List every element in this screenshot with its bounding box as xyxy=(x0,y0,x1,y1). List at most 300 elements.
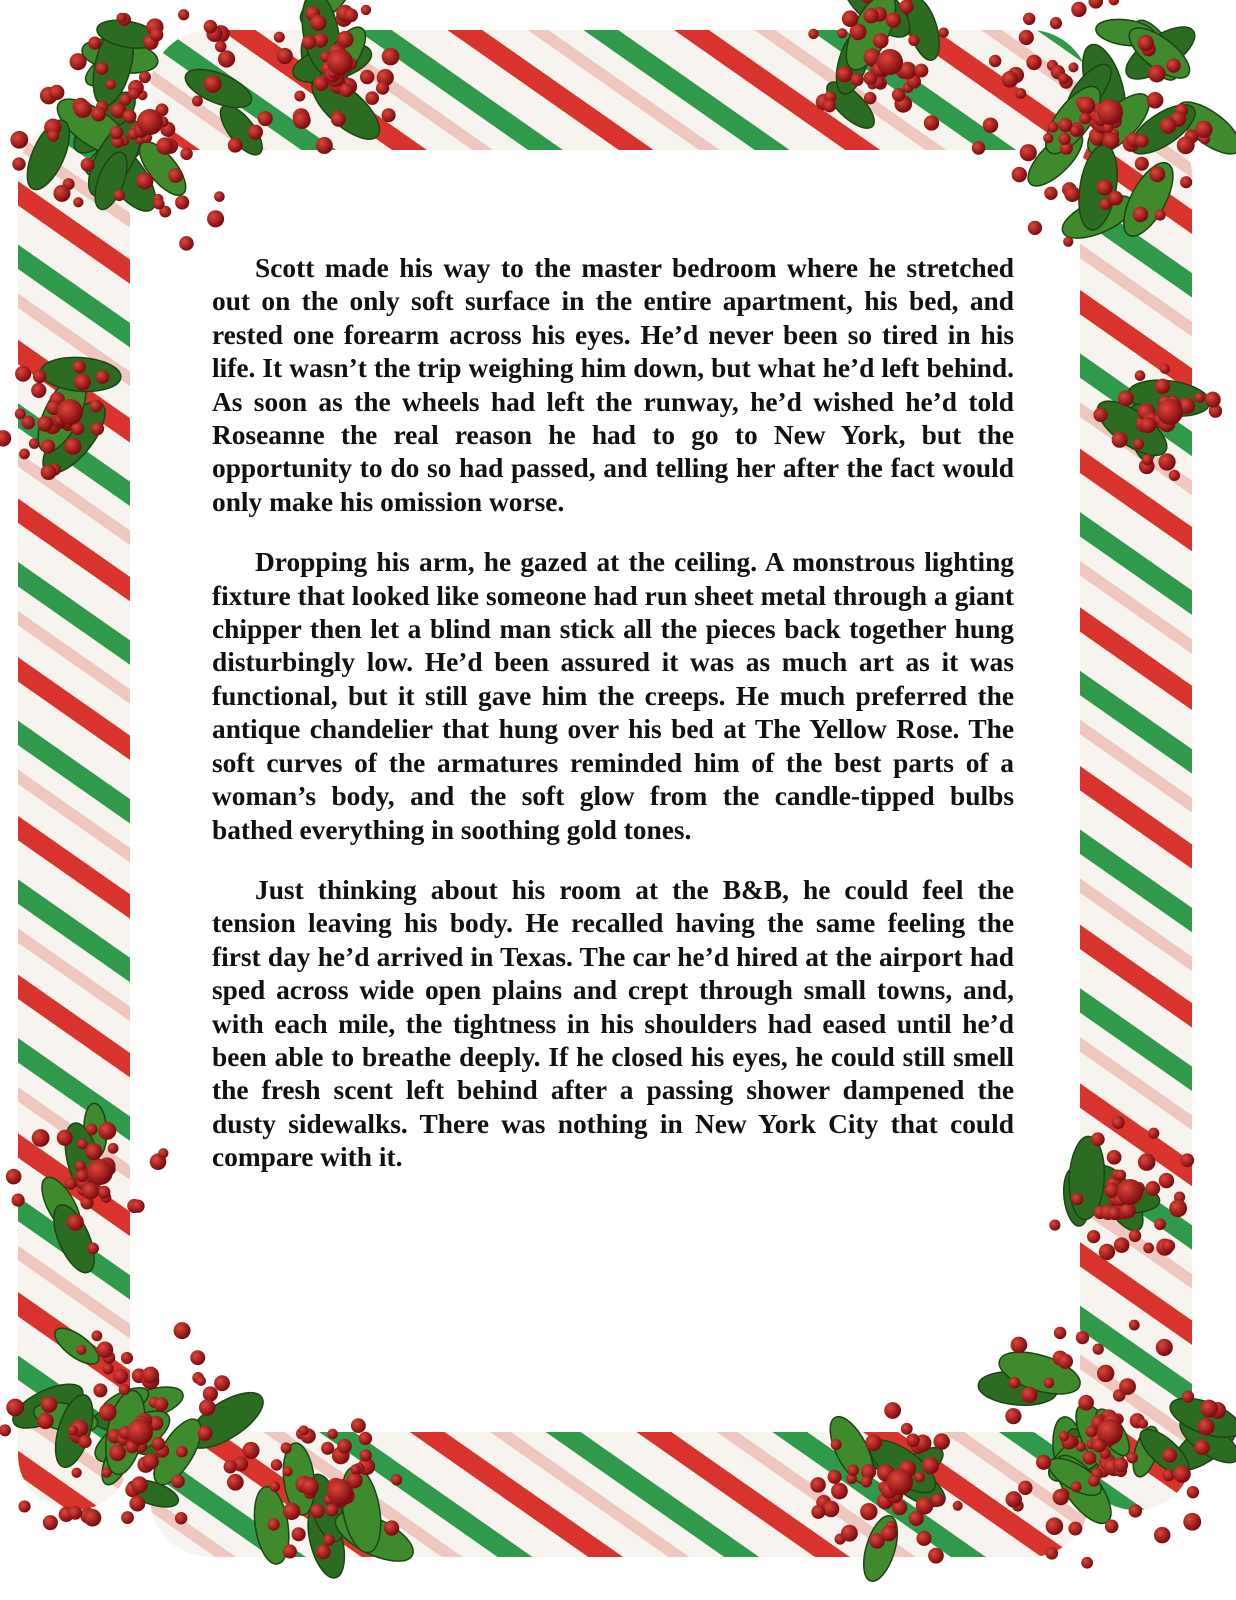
berry xyxy=(828,1470,842,1484)
berry xyxy=(1105,1520,1119,1534)
berry xyxy=(337,1439,352,1454)
berry xyxy=(281,1442,292,1453)
berry xyxy=(302,35,316,49)
berry xyxy=(128,88,140,100)
berry xyxy=(331,112,346,127)
berry xyxy=(1100,198,1112,210)
berry xyxy=(1054,1327,1066,1339)
berry xyxy=(98,1186,111,1199)
berry xyxy=(1070,125,1081,136)
berry xyxy=(1046,1517,1064,1535)
berry xyxy=(1154,1527,1171,1544)
berry xyxy=(1019,30,1034,45)
berry xyxy=(1068,1522,1082,1536)
berry xyxy=(207,210,224,227)
berry xyxy=(37,1413,54,1430)
berry xyxy=(180,148,193,161)
berry xyxy=(865,1434,882,1451)
berry xyxy=(283,1466,293,1476)
berry xyxy=(204,20,218,34)
berry xyxy=(916,1531,931,1546)
berry xyxy=(382,108,396,122)
berry xyxy=(41,1396,58,1413)
berry xyxy=(1187,1486,1199,1498)
berry xyxy=(351,1418,366,1433)
berry xyxy=(881,1525,897,1541)
berry xyxy=(1049,1220,1060,1231)
berry xyxy=(71,1468,81,1478)
berry xyxy=(847,1464,859,1476)
berry xyxy=(10,131,28,149)
berry xyxy=(1177,136,1195,154)
berry xyxy=(1058,73,1069,84)
berry xyxy=(1159,1173,1174,1188)
berry xyxy=(218,50,235,67)
berry xyxy=(129,1496,145,1512)
berry xyxy=(1046,1547,1059,1560)
berry xyxy=(131,1199,144,1212)
berry xyxy=(96,62,109,75)
berry xyxy=(1148,1128,1159,1139)
berry xyxy=(271,1459,283,1471)
berry xyxy=(811,1505,825,1519)
berry xyxy=(313,76,328,91)
berry xyxy=(1157,399,1183,425)
berry xyxy=(837,66,853,82)
berry xyxy=(267,1518,279,1530)
berry xyxy=(64,438,81,455)
berry xyxy=(864,71,878,85)
berry xyxy=(1048,122,1059,133)
berry xyxy=(1093,1343,1104,1354)
berry xyxy=(1091,1132,1105,1146)
berry xyxy=(391,1474,402,1485)
berry xyxy=(1145,1181,1160,1196)
berry xyxy=(1154,1218,1166,1230)
berry xyxy=(1160,364,1170,374)
berry xyxy=(837,28,847,38)
berry xyxy=(1200,1400,1218,1418)
berry xyxy=(87,1159,113,1185)
berry xyxy=(87,1242,99,1254)
berry xyxy=(316,1544,331,1559)
berry xyxy=(1166,58,1180,72)
berry xyxy=(110,126,124,140)
berry xyxy=(1205,392,1221,408)
berry xyxy=(906,1434,920,1448)
berry xyxy=(119,1384,130,1395)
berry xyxy=(18,1500,30,1512)
berry xyxy=(283,1544,297,1558)
berry xyxy=(192,95,203,106)
berry xyxy=(1112,432,1128,448)
berry xyxy=(1162,1239,1175,1252)
berry xyxy=(1026,55,1041,70)
berry xyxy=(302,1478,319,1495)
berry xyxy=(196,1376,206,1386)
berry xyxy=(384,1520,399,1535)
berry xyxy=(1050,17,1062,29)
berry xyxy=(68,1425,78,1435)
berry xyxy=(1086,1425,1098,1437)
berry xyxy=(123,109,137,123)
berry xyxy=(382,48,400,66)
berry xyxy=(158,1148,168,1158)
berry xyxy=(339,83,353,97)
berry xyxy=(808,29,818,39)
berry xyxy=(131,1476,148,1493)
berry xyxy=(1006,1491,1022,1507)
berry xyxy=(1078,1395,1094,1411)
berry xyxy=(178,9,189,20)
berry xyxy=(1194,1440,1210,1456)
berry xyxy=(49,85,64,100)
berry xyxy=(67,1214,84,1231)
berry xyxy=(150,28,163,41)
berry xyxy=(41,464,57,480)
berry xyxy=(1156,1339,1173,1356)
berry xyxy=(214,1375,230,1391)
berry xyxy=(901,1423,913,1435)
berry xyxy=(1044,187,1057,200)
berry xyxy=(1135,370,1146,381)
berry xyxy=(1018,1481,1032,1495)
berry xyxy=(1183,1513,1201,1531)
berry xyxy=(1149,166,1165,182)
berry xyxy=(1143,1243,1154,1254)
berry xyxy=(199,1399,216,1416)
berry xyxy=(892,88,906,102)
berry xyxy=(1129,1320,1140,1331)
berry xyxy=(884,1402,901,1419)
berry xyxy=(108,1143,119,1154)
story-text xyxy=(212,252,1014,1202)
berry xyxy=(1005,1408,1021,1424)
berry xyxy=(68,1506,82,1520)
berry xyxy=(1097,1365,1114,1382)
berry xyxy=(1155,379,1170,394)
berry xyxy=(248,125,263,140)
paragraph-1: Scott made his way to the master bedroom where he stretched out on the only soft surface in the entire apartment, his bed, and rested one forearm across his eyes. He’d never been so tired in his life. It wasn’t the trip weighing him down, but what he’d left behind. As soon as the wheels had left the runway, he’d wished he’d told Roseanne the real reason he had to go to New York, but the opportunity to do so had passed, and telling her after the fact would only make his omission worse. xyxy=(212,253,1014,517)
berry xyxy=(1138,35,1154,51)
berry xyxy=(57,399,83,425)
berry xyxy=(12,157,25,170)
ribbon-left xyxy=(18,120,130,1510)
berry xyxy=(337,31,354,48)
berry xyxy=(29,438,40,449)
berry xyxy=(327,1479,353,1505)
berry xyxy=(109,1444,126,1461)
berry xyxy=(1118,390,1134,406)
berry xyxy=(1129,1230,1142,1243)
berry xyxy=(1160,117,1177,134)
berry xyxy=(983,118,998,133)
berry xyxy=(190,1350,205,1365)
berry xyxy=(33,370,47,384)
berry xyxy=(1109,0,1120,5)
berry xyxy=(203,1386,218,1401)
berry xyxy=(1135,134,1148,147)
berry xyxy=(933,1433,950,1450)
berry xyxy=(359,1432,372,1445)
berry xyxy=(1015,88,1026,99)
berry xyxy=(1063,237,1073,247)
berry xyxy=(152,1437,166,1451)
berry xyxy=(1113,1457,1128,1472)
berry xyxy=(860,1503,877,1520)
berry xyxy=(242,1442,259,1459)
berry xyxy=(1059,1431,1069,1441)
berry xyxy=(142,1367,159,1384)
berry xyxy=(1138,1419,1148,1429)
berry xyxy=(924,115,939,130)
berry xyxy=(15,366,31,382)
berry xyxy=(96,370,110,384)
berry xyxy=(0,430,11,447)
berry xyxy=(810,1477,825,1492)
berry xyxy=(1162,1448,1177,1463)
berry xyxy=(90,399,103,412)
berry xyxy=(344,8,358,22)
berry xyxy=(310,1504,325,1519)
berry xyxy=(842,10,859,27)
berry xyxy=(1083,1451,1097,1465)
paragraph-2: Dropping his arm, he gazed at the ceiling. A monstrous lighting fixture that looked like someone had run sheet metal through a giant chipper then let a blind man stick all the pieces back together hung disturbingly low. He’d been assured it was as much art as it was functional, but it still gave him the creeps. He much preferred the antique chandelier that hung over his bed at The Yellow Rose. The soft curves of the armatures reminded him of the best parts of a woman’s body, and the soft glow from the candle-tipped bulbs bathed everything in soothing gold tones. xyxy=(212,547,1014,845)
berry xyxy=(105,79,116,90)
berry xyxy=(1158,453,1175,470)
berry xyxy=(1088,0,1103,9)
berry xyxy=(1011,1337,1028,1354)
berry xyxy=(136,172,153,189)
berry xyxy=(877,49,903,75)
berry xyxy=(179,236,194,251)
berry xyxy=(19,449,30,460)
berry xyxy=(310,15,326,31)
berry xyxy=(316,137,333,154)
berry xyxy=(1043,133,1053,143)
berry xyxy=(361,5,371,15)
berry xyxy=(93,1383,107,1397)
berry xyxy=(1053,1489,1069,1505)
berry xyxy=(841,1525,858,1542)
berry xyxy=(283,1503,300,1520)
berry xyxy=(914,64,928,78)
berry xyxy=(899,0,913,14)
berry xyxy=(91,106,106,121)
berry xyxy=(102,1363,113,1374)
berry xyxy=(953,1501,963,1511)
berry xyxy=(31,383,46,398)
berry xyxy=(116,13,126,23)
berry xyxy=(931,1493,944,1506)
berry xyxy=(1133,438,1144,449)
berry xyxy=(299,1425,309,1435)
berry xyxy=(1142,454,1153,465)
berry xyxy=(21,416,35,430)
berry xyxy=(1036,1455,1051,1470)
berry xyxy=(6,1399,24,1417)
berry xyxy=(277,48,293,64)
berry xyxy=(1129,1504,1142,1517)
berry xyxy=(376,81,389,94)
berry xyxy=(1071,1193,1083,1205)
berry xyxy=(91,1330,102,1341)
berry xyxy=(1169,1199,1187,1217)
berry xyxy=(1135,157,1149,171)
berry xyxy=(0,1424,11,1436)
berry xyxy=(85,1143,102,1160)
berry xyxy=(99,1403,117,1421)
berry xyxy=(127,1419,153,1445)
berry xyxy=(1079,113,1091,125)
berry xyxy=(47,130,59,142)
berry xyxy=(1012,167,1027,182)
berry xyxy=(938,27,948,37)
berry xyxy=(77,1139,88,1150)
berry xyxy=(1114,1237,1130,1253)
berry xyxy=(37,416,53,432)
berry xyxy=(1169,470,1180,481)
berry xyxy=(323,1534,335,1546)
berry xyxy=(143,1453,159,1469)
berry xyxy=(1180,176,1192,188)
berry xyxy=(97,1341,114,1358)
berry xyxy=(1076,1331,1089,1344)
berry xyxy=(1058,133,1070,145)
berry xyxy=(53,185,70,202)
berry xyxy=(1198,1418,1215,1435)
berry xyxy=(1023,13,1035,25)
berry xyxy=(86,1124,98,1136)
berry xyxy=(1115,1170,1126,1181)
berry xyxy=(171,1475,185,1489)
berry xyxy=(1195,121,1212,138)
berry xyxy=(81,158,95,172)
berry xyxy=(326,1504,339,1517)
berry xyxy=(1155,209,1166,220)
berry xyxy=(350,1464,360,1474)
berry xyxy=(863,8,878,23)
berry xyxy=(76,1170,89,1183)
berry xyxy=(227,1474,244,1491)
berry xyxy=(88,36,101,49)
berry xyxy=(57,1130,73,1146)
berry xyxy=(864,92,877,105)
berry xyxy=(1087,1230,1100,1243)
berry xyxy=(176,1446,188,1458)
berry xyxy=(1081,1557,1093,1569)
berry xyxy=(1021,1387,1037,1403)
berry xyxy=(914,1472,925,1483)
berry xyxy=(1071,1481,1082,1492)
berry xyxy=(113,1369,128,1384)
berry xyxy=(228,138,243,153)
berry xyxy=(1180,1153,1194,1167)
ribbon-top xyxy=(150,30,1090,155)
berry xyxy=(153,198,164,209)
berry xyxy=(43,1515,58,1530)
berry xyxy=(174,1322,191,1339)
berry xyxy=(1096,179,1112,195)
berry xyxy=(1103,132,1120,149)
berry xyxy=(851,73,864,86)
berry xyxy=(1163,1469,1175,1481)
berry xyxy=(215,41,227,53)
berry xyxy=(327,1429,338,1440)
berry xyxy=(102,1467,112,1477)
berry xyxy=(41,439,55,453)
berry xyxy=(258,111,273,126)
berry xyxy=(74,100,92,118)
berry xyxy=(1140,417,1156,433)
berry xyxy=(294,90,305,101)
berry xyxy=(98,1122,116,1140)
berry xyxy=(73,197,83,207)
berry xyxy=(916,1497,934,1515)
berry xyxy=(1097,99,1123,125)
berry xyxy=(175,1512,188,1525)
berry xyxy=(1078,97,1095,114)
berry xyxy=(82,1183,99,1200)
berry xyxy=(137,109,163,135)
berry xyxy=(1099,1244,1115,1260)
berry xyxy=(908,35,919,46)
berry xyxy=(293,111,311,129)
berry xyxy=(823,99,836,112)
berry xyxy=(1071,2,1086,17)
berry xyxy=(861,1476,872,1487)
berry xyxy=(1044,1377,1055,1388)
berry xyxy=(113,190,125,202)
berry xyxy=(887,1469,913,1495)
berry xyxy=(154,1397,168,1411)
berry xyxy=(79,1435,92,1448)
berry xyxy=(989,55,1001,67)
berry xyxy=(1064,186,1080,202)
berry xyxy=(292,1527,306,1541)
berry xyxy=(91,422,104,435)
berry xyxy=(831,1439,842,1450)
berry xyxy=(121,1352,133,1364)
berry xyxy=(12,1194,25,1207)
berry xyxy=(70,53,87,70)
berry xyxy=(1002,71,1019,88)
berry xyxy=(1058,1354,1073,1369)
berry xyxy=(873,33,889,49)
berry xyxy=(1112,1116,1125,1129)
berry xyxy=(1097,1419,1123,1445)
berry xyxy=(224,1460,237,1473)
berry xyxy=(64,1177,76,1189)
berry xyxy=(156,137,173,154)
berry xyxy=(175,195,189,209)
berry xyxy=(1093,408,1107,422)
berry xyxy=(1113,1389,1126,1402)
berry xyxy=(831,1483,848,1500)
berry xyxy=(1117,1179,1143,1205)
berry xyxy=(365,91,379,105)
berry xyxy=(76,1345,86,1355)
berry xyxy=(928,1548,944,1564)
berry xyxy=(168,168,183,183)
ribbon-right xyxy=(1080,120,1192,1510)
berry xyxy=(204,75,222,93)
berry xyxy=(74,374,91,391)
berry xyxy=(1173,1465,1191,1483)
berry xyxy=(84,1509,102,1527)
berry xyxy=(823,1501,840,1518)
berry xyxy=(214,191,225,202)
